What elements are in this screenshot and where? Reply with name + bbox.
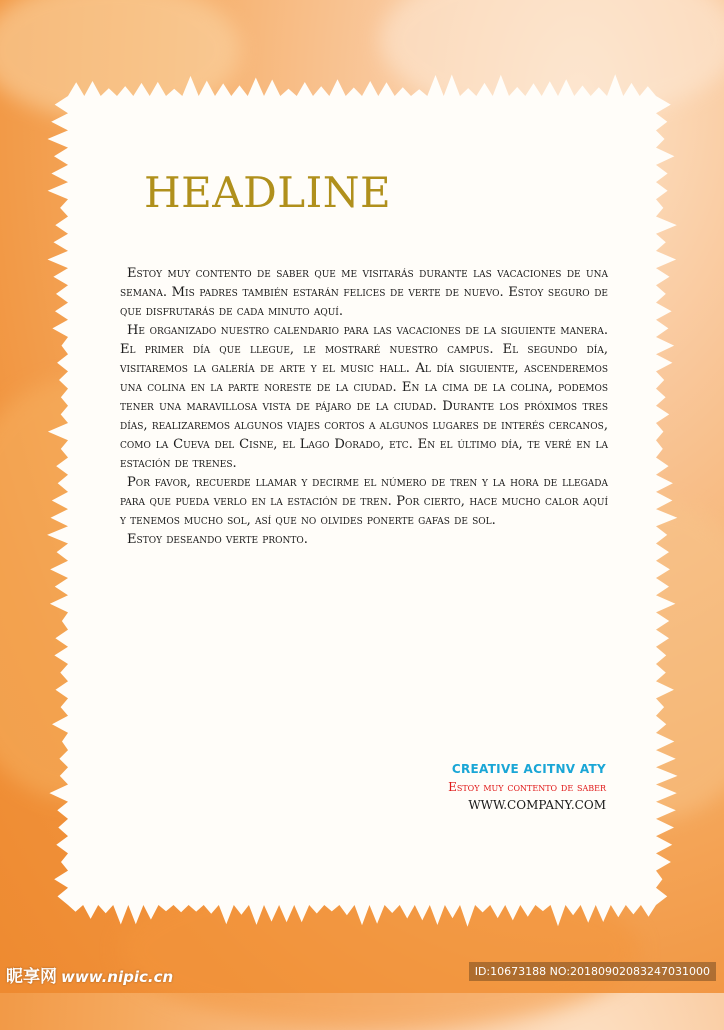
watermark-logo — [6, 962, 173, 987]
footer-contact — [448, 760, 606, 814]
paragraph: Por favor, recuerde llamar y decirme el número de tren y la hora de llegada para que pueda verlo en la estación de tren. Por cierto, hace mucho calor aquí y tenemos mucho sol, así que no olvides ponerte gafas de sol. — [120, 475, 608, 528]
watermark-site-name: 昵享网 — [6, 967, 57, 987]
watermark-url: www.nipic.cn — [61, 968, 174, 986]
website-link[interactable]: WWW.COMPANY.COM — [468, 798, 606, 812]
tagline: Estoy muy contento de saber — [448, 780, 606, 794]
paragraph: Estoy muy contento de saber que me visitarás durante las vacaciones de una semana. Mis padres también estarán felices de verte de nuevo. Estoy seguro de que disfrutarás de cada minuto aquí. — [120, 266, 608, 319]
paragraph: Estoy deseando verte pronto. — [127, 532, 308, 547]
headline: HEADLINE — [144, 168, 392, 217]
watermark-id: ID:10673188 NO:20180902083247031000 — [469, 962, 716, 981]
brand-name: CREATIVE ACITNV ATY — [451, 762, 606, 776]
paragraph: He organizado nuestro calendario para las vacaciones de la siguiente manera. El primer día que llegue, le mostraré nuestro campus. El segundo día, visitaremos la galería de arte y el music hall. Al día siguiente, ascenderemos una colina en la parte noreste de la ciudad. En la cima de la colina, podemos tener una maravillosa vista de pájaro de la ciudad. Durante los próximos tres días, realizaremos algunos viajes cortos a algunos lugares de interés cercanos, como la Cueva del Cisne, el Lago Dorado, etc. En el último día, te veré en la estación de trenes. — [120, 323, 608, 471]
letter-body — [120, 264, 608, 549]
